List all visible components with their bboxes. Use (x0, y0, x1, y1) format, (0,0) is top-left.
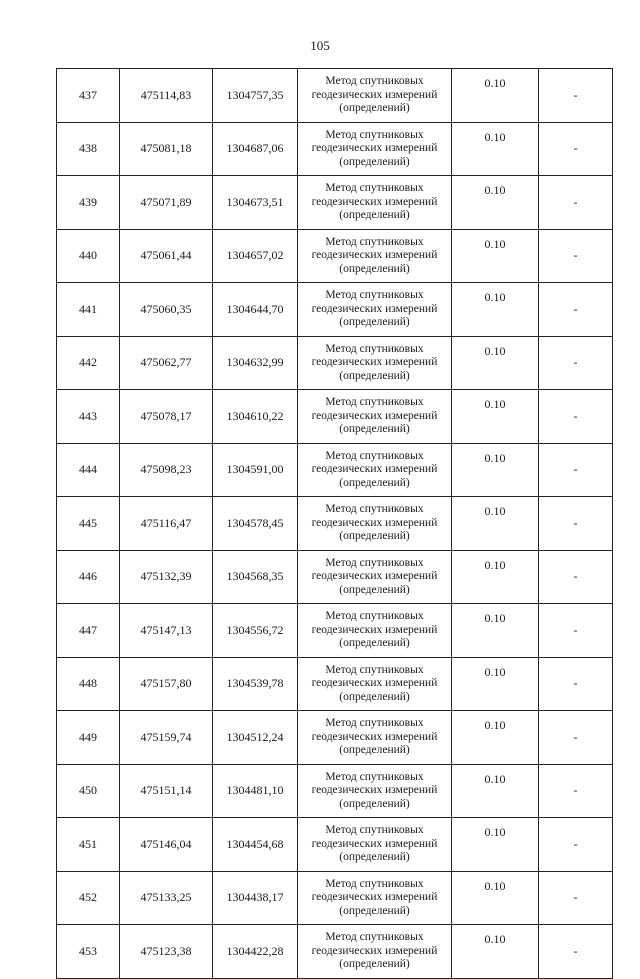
x-coordinate-cell: 475098,23 (120, 443, 213, 497)
table-row (57, 711, 613, 765)
precision-cell: 0.10 (452, 229, 539, 283)
table-row (57, 69, 613, 123)
precision-cell: 0.10 (452, 550, 539, 604)
note-cell: - (539, 122, 613, 176)
table-row (57, 818, 613, 872)
y-coordinate-cell: 1304757,35 (213, 69, 298, 123)
precision-cell: 0.10 (452, 604, 539, 658)
table-body (57, 69, 613, 979)
point-number-cell: 449 (57, 711, 120, 765)
method-cell: Метод спутниковых геодезических измерений (определений) (298, 657, 452, 711)
point-number-cell: 438 (57, 122, 120, 176)
note-cell: - (539, 176, 613, 230)
y-coordinate-cell: 1304687,06 (213, 122, 298, 176)
note-cell: - (539, 390, 613, 444)
method-cell: Метод спутниковых геодезических измерений (определений) (298, 229, 452, 283)
note-cell: - (539, 818, 613, 872)
method-cell: Метод спутниковых геодезических измерений (определений) (298, 818, 452, 872)
y-coordinate-cell: 1304422,28 (213, 925, 298, 979)
precision-cell: 0.10 (452, 925, 539, 979)
x-coordinate-cell: 475061,44 (120, 229, 213, 283)
y-coordinate-cell: 1304644,70 (213, 283, 298, 337)
note-cell: - (539, 336, 613, 390)
point-number-cell: 445 (57, 497, 120, 551)
x-coordinate-cell: 475147,13 (120, 604, 213, 658)
note-cell: - (539, 443, 613, 497)
table-row (57, 122, 613, 176)
note-cell: - (539, 711, 613, 765)
precision-cell: 0.10 (452, 497, 539, 551)
method-cell: Метод спутниковых геодезических измерений (определений) (298, 283, 452, 337)
table-row (57, 657, 613, 711)
table-row (57, 550, 613, 604)
x-coordinate-cell: 475133,25 (120, 871, 213, 925)
table-row (57, 443, 613, 497)
table-row (57, 336, 613, 390)
note-cell: - (539, 657, 613, 711)
method-cell: Метод спутниковых геодезических измерений (определений) (298, 336, 452, 390)
y-coordinate-cell: 1304556,72 (213, 604, 298, 658)
coordinates-table (56, 68, 613, 979)
method-cell: Метод спутниковых геодезических измерений (определений) (298, 69, 452, 123)
x-coordinate-cell: 475060,35 (120, 283, 213, 337)
x-coordinate-cell: 475151,14 (120, 764, 213, 818)
precision-cell: 0.10 (452, 443, 539, 497)
point-number-cell: 444 (57, 443, 120, 497)
y-coordinate-cell: 1304610,22 (213, 390, 298, 444)
table-row (57, 497, 613, 551)
table-row (57, 283, 613, 337)
point-number-cell: 446 (57, 550, 120, 604)
method-cell: Метод спутниковых геодезических измерений (определений) (298, 390, 452, 444)
y-coordinate-cell: 1304673,51 (213, 176, 298, 230)
point-number-cell: 437 (57, 69, 120, 123)
precision-cell: 0.10 (452, 176, 539, 230)
x-coordinate-cell: 475116,47 (120, 497, 213, 551)
point-number-cell: 452 (57, 871, 120, 925)
note-cell: - (539, 604, 613, 658)
page-number: 105 (310, 38, 330, 53)
precision-cell: 0.10 (452, 764, 539, 818)
point-number-cell: 447 (57, 604, 120, 658)
x-coordinate-cell: 475114,83 (120, 69, 213, 123)
y-coordinate-cell: 1304481,10 (213, 764, 298, 818)
x-coordinate-cell: 475159,74 (120, 711, 213, 765)
note-cell: - (539, 283, 613, 337)
method-cell: Метод спутниковых геодезических измерений (определений) (298, 604, 452, 658)
method-cell: Метод спутниковых геодезических измерений (определений) (298, 925, 452, 979)
method-cell: Метод спутниковых геодезических измерений (определений) (298, 871, 452, 925)
precision-cell: 0.10 (452, 390, 539, 444)
point-number-cell: 440 (57, 229, 120, 283)
point-number-cell: 442 (57, 336, 120, 390)
y-coordinate-cell: 1304438,17 (213, 871, 298, 925)
point-number-cell: 448 (57, 657, 120, 711)
note-cell: - (539, 764, 613, 818)
y-coordinate-cell: 1304578,45 (213, 497, 298, 551)
method-cell: Метод спутниковых геодезических измерений (определений) (298, 443, 452, 497)
y-coordinate-cell: 1304512,24 (213, 711, 298, 765)
precision-cell: 0.10 (452, 283, 539, 337)
note-cell: - (539, 925, 613, 979)
y-coordinate-cell: 1304657,02 (213, 229, 298, 283)
point-number-cell: 443 (57, 390, 120, 444)
method-cell: Метод спутниковых геодезических измерений (определений) (298, 176, 452, 230)
point-number-cell: 441 (57, 283, 120, 337)
note-cell: - (539, 229, 613, 283)
x-coordinate-cell: 475071,89 (120, 176, 213, 230)
table-row (57, 604, 613, 658)
y-coordinate-cell: 1304591,00 (213, 443, 298, 497)
table-row (57, 925, 613, 979)
precision-cell: 0.10 (452, 69, 539, 123)
y-coordinate-cell: 1304454,68 (213, 818, 298, 872)
precision-cell: 0.10 (452, 818, 539, 872)
table-row (57, 176, 613, 230)
table-row (57, 229, 613, 283)
point-number-cell: 439 (57, 176, 120, 230)
x-coordinate-cell: 475123,38 (120, 925, 213, 979)
precision-cell: 0.10 (452, 336, 539, 390)
method-cell: Метод спутниковых геодезических измерений (определений) (298, 550, 452, 604)
table-row (57, 390, 613, 444)
y-coordinate-cell: 1304539,78 (213, 657, 298, 711)
precision-cell: 0.10 (452, 122, 539, 176)
method-cell: Метод спутниковых геодезических измерений (определений) (298, 711, 452, 765)
x-coordinate-cell: 475081,18 (120, 122, 213, 176)
x-coordinate-cell: 475157,80 (120, 657, 213, 711)
note-cell: - (539, 550, 613, 604)
point-number-cell: 451 (57, 818, 120, 872)
point-number-cell: 450 (57, 764, 120, 818)
note-cell: - (539, 871, 613, 925)
method-cell: Метод спутниковых геодезических измерений (определений) (298, 497, 452, 551)
x-coordinate-cell: 475132,39 (120, 550, 213, 604)
precision-cell: 0.10 (452, 711, 539, 765)
precision-cell: 0.10 (452, 657, 539, 711)
precision-cell: 0.10 (452, 871, 539, 925)
method-cell: Метод спутниковых геодезических измерений (определений) (298, 764, 452, 818)
table-row (57, 764, 613, 818)
note-cell: - (539, 69, 613, 123)
x-coordinate-cell: 475078,17 (120, 390, 213, 444)
x-coordinate-cell: 475062,77 (120, 336, 213, 390)
point-number-cell: 453 (57, 925, 120, 979)
x-coordinate-cell: 475146,04 (120, 818, 213, 872)
table-row (57, 871, 613, 925)
y-coordinate-cell: 1304632,99 (213, 336, 298, 390)
y-coordinate-cell: 1304568,35 (213, 550, 298, 604)
note-cell: - (539, 497, 613, 551)
method-cell: Метод спутниковых геодезических измерений (определений) (298, 122, 452, 176)
